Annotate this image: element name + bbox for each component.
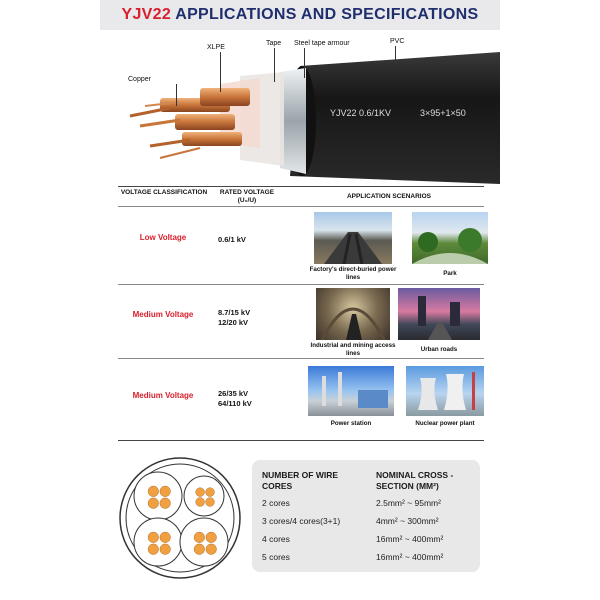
cable-cross-section-image <box>118 456 242 580</box>
label-xlpe: XLPE <box>207 44 225 51</box>
copper-strand <box>194 544 205 555</box>
conductor-core <box>184 476 224 516</box>
table-bottom-rule <box>118 440 484 441</box>
cores-cross-section: 4mm² ~ 300mm² <box>376 516 439 526</box>
row2-voltage-class: Medium Voltage <box>132 310 194 319</box>
leader-pvc <box>395 46 396 64</box>
title-text: APPLICATIONS AND SPECIFICATIONS <box>175 6 479 23</box>
caption-power-station: Power station <box>330 420 372 427</box>
header-nominal-cross-section: NOMINAL CROSS -SECTION (MM²) <box>376 470 454 491</box>
row2-rated-voltage <box>218 308 250 328</box>
copper-strand <box>194 532 205 543</box>
photo-factory-buried-lines <box>314 212 392 264</box>
header-application-scenarios: APPLICATION SCENARIOS <box>346 193 432 200</box>
copper-strand <box>148 532 159 543</box>
cable-cutaway-image <box>120 36 500 184</box>
title-model: YJV22 <box>121 6 172 23</box>
page-title <box>122 6 479 24</box>
caption-factory-lines: Factory's direct-buried power lines <box>309 266 397 281</box>
copper-strand <box>148 544 159 555</box>
photo-nuclear-plant <box>406 366 484 416</box>
copper-strand <box>160 544 171 555</box>
conductor-core <box>134 518 182 566</box>
label-tape: Tape <box>266 40 282 47</box>
caption-mining-lines: Industrial and mining access lines <box>310 342 396 357</box>
caption-nuclear-plant: Nuclear power plant <box>415 420 475 427</box>
cores-cross-section: 2.5mm² ~ 95mm² <box>376 498 441 508</box>
row3-rated-voltage <box>218 389 252 409</box>
copper-strand <box>206 544 217 555</box>
row2-rule <box>118 358 484 359</box>
row1-rated-voltage <box>218 235 246 245</box>
conductor-core <box>180 518 228 566</box>
cores-count: 4 cores <box>262 534 290 544</box>
copper-strand <box>148 498 159 509</box>
cable-print-model: YJV22 0.6/1KV <box>330 108 392 118</box>
copper-strand <box>206 532 217 543</box>
copper-strand <box>160 532 171 543</box>
photo-park <box>412 212 488 264</box>
cores-cross-section: 16mm² ~ 400mm² <box>376 552 444 562</box>
header-voltage-classification: VOLTAGE CLASSIFICATION <box>120 189 208 196</box>
photo-mining-tunnel <box>316 288 390 340</box>
caption-park: Park <box>443 270 457 277</box>
header-rated-voltage: RATED VOLTAGE (U₀/U) <box>219 189 275 204</box>
row3-voltage-class: Medium Voltage <box>132 391 194 400</box>
copper-strand <box>148 486 159 497</box>
leader-armour <box>304 48 305 78</box>
caption-urban-roads: Urban roads <box>420 346 458 353</box>
label-copper: Copper <box>128 76 151 83</box>
row1-voltage-class: Low Voltage <box>139 233 187 242</box>
cross-section-illustration <box>118 456 242 580</box>
rated-value: 12/20 kV <box>218 318 249 327</box>
conductor-core <box>134 472 182 520</box>
copper-strand <box>160 486 171 497</box>
cores-count: 5 cores <box>262 552 290 562</box>
title-bar <box>100 0 500 30</box>
cable-illustration <box>120 36 500 184</box>
rated-value: 8.7/15 kV <box>218 308 251 317</box>
rated-value: 26/35 kV <box>218 389 249 398</box>
rated-value: 64/110 kV <box>218 399 252 408</box>
copper-strand <box>196 498 205 507</box>
label-steel-tape-armour: Steel tape armour <box>294 40 350 47</box>
photo-power-station <box>308 366 394 416</box>
cores-cross-section: 16mm² ~ 400mm² <box>376 534 444 544</box>
photo-urban-roads <box>398 288 480 340</box>
table-top-rule <box>118 186 484 187</box>
leader-copper <box>176 84 177 106</box>
copper-strand <box>160 498 171 509</box>
cores-count: 3 cores/4 cores(3+1) <box>262 516 341 526</box>
wire-cores-table <box>252 460 480 572</box>
rated-value: 0.6/1 kV <box>218 235 246 244</box>
label-pvc: PVC <box>390 38 405 45</box>
leader-xlpe <box>220 52 221 92</box>
copper-strand <box>206 498 215 507</box>
header-rule <box>118 206 484 207</box>
row1-rule <box>118 284 484 285</box>
application-table <box>118 186 484 442</box>
cores-count: 2 cores <box>262 498 290 508</box>
leader-tape <box>274 48 275 82</box>
cable-print-spec: 3×95+1×50 <box>420 108 466 118</box>
header-number-of-cores: NUMBER OF WIRE CORES <box>262 470 339 491</box>
copper-strand <box>196 488 205 497</box>
copper-strand <box>206 488 215 497</box>
